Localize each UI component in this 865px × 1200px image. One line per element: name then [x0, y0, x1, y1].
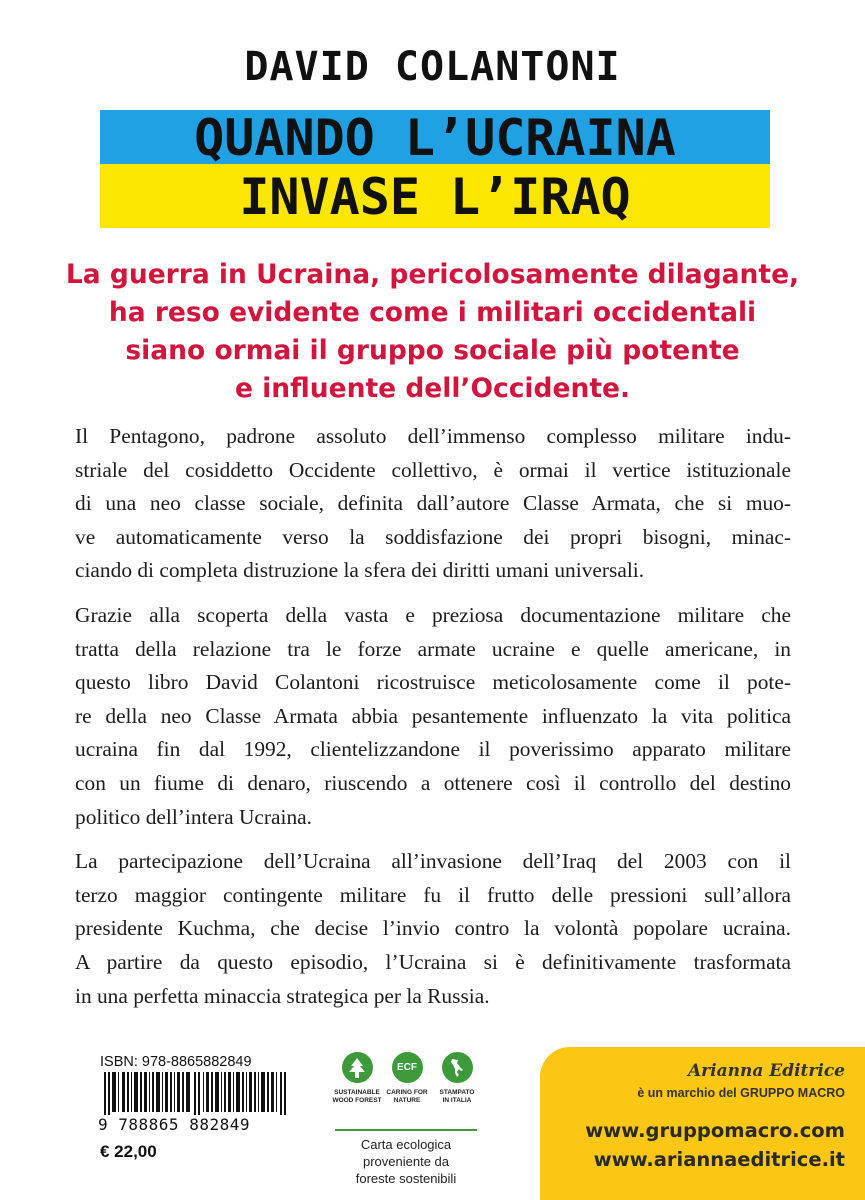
- blurb-paragraph-1: [75, 420, 791, 588]
- text-line: striale del cosiddetto Occidente collettivo, è ormai il vertice istituzionale: [75, 457, 791, 482]
- subtitle-line: La guerra in Ucraina, pericolosamente dilagante,: [65, 259, 800, 290]
- blurb-paragraph-3: [75, 845, 791, 1013]
- blurb: [75, 420, 791, 1024]
- text-line: re della neo Classe Armata abbia pesantemente influenzato la vita politica: [75, 703, 791, 728]
- text-line: ciando di completa distruzione la sfera dei diritti umani universali.: [75, 558, 645, 583]
- subtitle: [60, 256, 805, 408]
- barcode-icon: [96, 1072, 301, 1118]
- isbn-label: ISBN: 978-8865882849: [100, 1054, 252, 1070]
- subtitle-line: siano ormai il gruppo sociale più potente: [125, 335, 740, 366]
- text-line: presidente Kuchma, che decise l’invio contro la volontà popolare ucraina.: [75, 916, 791, 941]
- publisher-box: [540, 1047, 865, 1200]
- badge-sustainable: [332, 1052, 382, 1105]
- text-line: Il Pentagono, padrone assoluto dell’immenso complesso militare indu-: [75, 424, 791, 448]
- author-name: DAVID COLANTONI: [244, 44, 621, 90]
- italy-icon: [442, 1052, 473, 1083]
- tree-icon: [342, 1052, 373, 1083]
- subtitle-line: ha reso evidente come i militari occidentali: [108, 297, 757, 328]
- eco-text: [330, 1136, 482, 1187]
- publisher-url-arianna[interactable]: www.ariannaeditrice.it: [593, 1148, 845, 1171]
- eco-text-line: proveniente da: [362, 1154, 449, 1169]
- badge-italy: [432, 1052, 482, 1105]
- text-line: di una neo classe sociale, definita dall’autore Classe Armata, che si muo-: [75, 491, 791, 516]
- text-line: terzo maggior contingente militare fu il frutto delle pressioni sull’allora: [75, 882, 791, 907]
- text-line: ve automaticamente verso la soddisfazione dei propri bisogni, minac-: [75, 524, 791, 549]
- price: € 22,00: [100, 1142, 157, 1161]
- ecf-icon: ECF: [392, 1052, 423, 1083]
- eco-divider: [335, 1129, 477, 1131]
- text-line: in una perfetta minaccia strategica per la Russia.: [75, 983, 490, 1008]
- text-line: A partire da questo episodio, l’Ucraina si è definitivamente trasformata: [75, 949, 791, 974]
- text-line: tratta della relazione tra le forze armate ucraine e quelle americane, in: [75, 636, 791, 661]
- publisher-tagline: è un marchio del GRUPPO MACRO: [637, 1086, 845, 1100]
- text-line: questo libro David Colantoni ricostruisce meticolosamente come il pote-: [75, 670, 791, 695]
- badge-caption: CARING FOR: [386, 1089, 428, 1096]
- publisher-name: Arianna Editrice: [687, 1061, 845, 1081]
- badge-caption: STAMPATO: [439, 1089, 475, 1096]
- text-line: con un fiume di denaro, riuscendo a ottenere così il controllo del destino: [75, 770, 791, 795]
- barcode-digits: 9 788865 882849: [98, 1115, 298, 1134]
- text-line: politico dell’intera Ucraina.: [75, 804, 312, 829]
- book-title-line-2: INVASE L’IRAQ: [239, 168, 631, 226]
- book-title-line-1: QUANDO L’UCRAINA: [194, 109, 676, 167]
- badge-caption: WOOD FOREST: [332, 1097, 382, 1104]
- eco-text-line: foreste sostenibili: [355, 1171, 457, 1186]
- badge-ecf: [382, 1052, 432, 1105]
- text-line: Grazie alla scoperta della vasta e preziosa documentazione militare che: [75, 602, 791, 627]
- blurb-paragraph-2: [75, 599, 791, 834]
- text-line: ucraina fin dal 1992, clientelizzandone il poverissimo apparato militare: [75, 737, 791, 762]
- badge-caption: IN ITALIA: [442, 1097, 472, 1104]
- text-line: La partecipazione dell’Ucraina all’invasione dell’Iraq del 2003 con il: [75, 849, 791, 874]
- badge-caption: SUSTAINABLE: [334, 1089, 380, 1096]
- subtitle-line: e influente dell’Occidente.: [234, 373, 631, 404]
- publisher-url-gruppomacro[interactable]: www.gruppomacro.com: [585, 1119, 845, 1142]
- eco-text-line: Carta ecologica: [360, 1137, 452, 1152]
- badge-caption: NATURE: [393, 1097, 421, 1104]
